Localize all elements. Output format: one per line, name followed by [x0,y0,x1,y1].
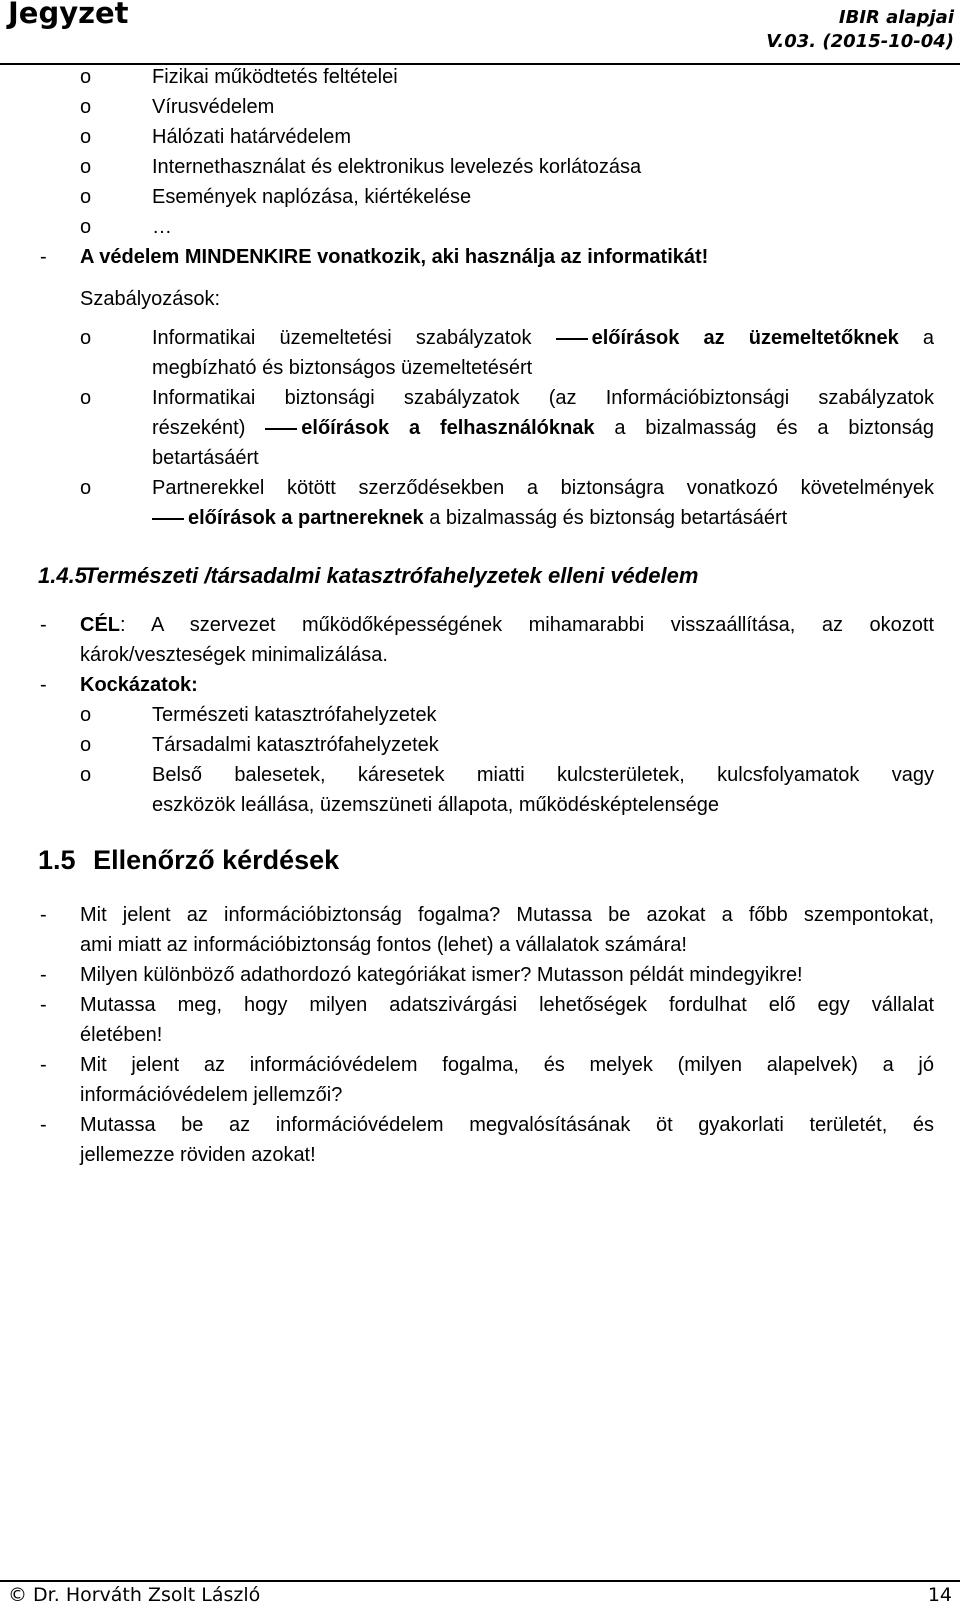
section-number: 1.5 [38,845,76,875]
note-everyone: A védelem MINDENKIRE vonatkozik, aki használja az informatikát! [80,246,709,268]
header-info [766,6,954,54]
question-2: Milyen különböző adathordozó kategóriákat ismer? Mutasson példát mindegyikre! [80,964,803,986]
bullet-marker: o [80,186,92,208]
risk-item: Természeti katasztrófahelyzetek [152,704,437,726]
section-number: 1.4.5 [38,563,87,588]
list-item: Internethasználat és elektronikus levelezés korlátozása [152,156,642,178]
bullet-marker: o [80,156,92,178]
regulation-item-3-line-1: Partnerekkel kötött szerződésekben a biztonságra vonatkozó követelmények [152,477,934,499]
header-rule [0,63,960,65]
section-title: Ellenőrző kérdések [93,845,340,875]
regulation-item-2-line-1: Informatikai biztonsági szabályzatok (az Információbiztonsági szabályzatok [152,387,934,409]
question-5-line-2: jellemezze röviden azokat! [80,1144,316,1166]
dash-marker: - [40,614,47,636]
bullet-marker: o [80,704,92,726]
dash-marker: - [40,1114,47,1136]
regulation-item-2-line-3: betartásáért [152,447,259,469]
regulation-text: részeként) [152,417,246,439]
bullet-marker: o [80,216,92,238]
footer-author: © Dr. Horváth Zsolt László [8,1584,261,1606]
regulation-text: Informatikai üzemeltetési szabályzatok [152,327,532,349]
risk-item-3-line-2: eszközök leállása, üzemszüneti állapota, működésképtelensége [152,794,720,816]
regulation-emphasis: előírások a felhasználóknak [301,417,595,439]
regulation-emphasis: előírások a partnereknek [188,507,424,529]
question-3-line-2: életében! [80,1024,163,1046]
header-course: IBIR alapjai [838,7,954,28]
goal-line-1 [80,610,934,640]
question-5-line-1: Mutassa be az információvédelem megvalósításának öt gyakorlati területét, és [80,1114,934,1136]
bullet-marker: o [80,66,92,88]
bullet-marker: o [80,764,92,786]
bullet-marker: o [80,387,92,409]
goal-label: CÉL [80,614,120,636]
question-4-line-2: információvédelem jellemzői? [80,1084,343,1106]
question-1-line-2: ami miatt az információbiztonság fontos (lehet) a vállalatok számára! [80,934,687,956]
bullet-marker: o [80,327,92,349]
regulation-item-1-line-2: megbízható és biztonságos üzemeltetésért [152,357,533,379]
risk-item: Társadalmi katasztrófahelyzetek [152,734,439,756]
bullet-marker: o [80,96,92,118]
bullet-marker: o [80,126,92,148]
regulation-text: a [922,327,935,349]
regulation-text: a bizalmasság és a biztonság [614,417,935,439]
list-item: Hálózati határvédelem [152,126,351,148]
list-item: Vírusvédelem [152,96,275,118]
regulation-item-2-line-2 [152,413,934,443]
regulation-item-1-line-1 [152,323,934,353]
dash-marker: - [40,674,47,696]
risks-label: Kockázatok: [80,674,198,696]
goal-line-2: károk/veszteségek minimalizálása. [80,644,388,666]
section-1-4-5-heading [38,560,698,592]
goal-text: : A szervezet működőképességének mihamarabbi visszaállítása, az okozott [120,614,934,636]
footer-rule [0,1580,960,1582]
em-dash [265,428,297,430]
regulation-item-3-line-2 [152,503,787,533]
header-title: Jegyzet [8,0,129,30]
regulations-heading: Szabályozások: [80,288,221,310]
list-item: Események naplózása, kiértékelése [152,186,472,208]
question-1-line-1: Mit jelent az információbiztonság fogalma? Mutassa be azokat a főbb szempontokat, [80,904,934,926]
dash-marker: - [40,964,47,986]
header-version: V.03. (2015-10-04) [766,31,954,52]
question-4-line-1: Mit jelent az információvédelem fogalma, és melyek (milyen alapelvek) a jó [80,1054,934,1076]
dash-marker: - [40,246,47,268]
bullet-marker: o [80,734,92,756]
page-number: 14 [927,1584,952,1606]
risk-item-3-line-1: Belső balesetek, káresetek miatti kulcsterületek, kulcsfolyamatok vagy [152,764,934,786]
regulation-emphasis: előírások az üzemeltetőknek [591,327,899,349]
dash-marker: - [40,1054,47,1076]
regulation-text: a bizalmasság és biztonság betartásáért [429,507,788,529]
dash-marker: - [40,904,47,926]
dash-marker: - [40,994,47,1016]
question-3-line-1: Mutassa meg, hogy milyen adatszivárgási lehetőségek fordulhat elő egy vállalat [80,994,934,1016]
list-item: … [152,216,172,238]
section-title: Természeti /társadalmi katasztrófahelyzetek elleni védelem [84,563,699,588]
section-1-5-heading [38,842,339,878]
list-item: Fizikai működtetés feltételei [152,66,398,88]
bullet-marker: o [80,477,92,499]
em-dash [556,338,588,340]
em-dash [152,518,184,520]
